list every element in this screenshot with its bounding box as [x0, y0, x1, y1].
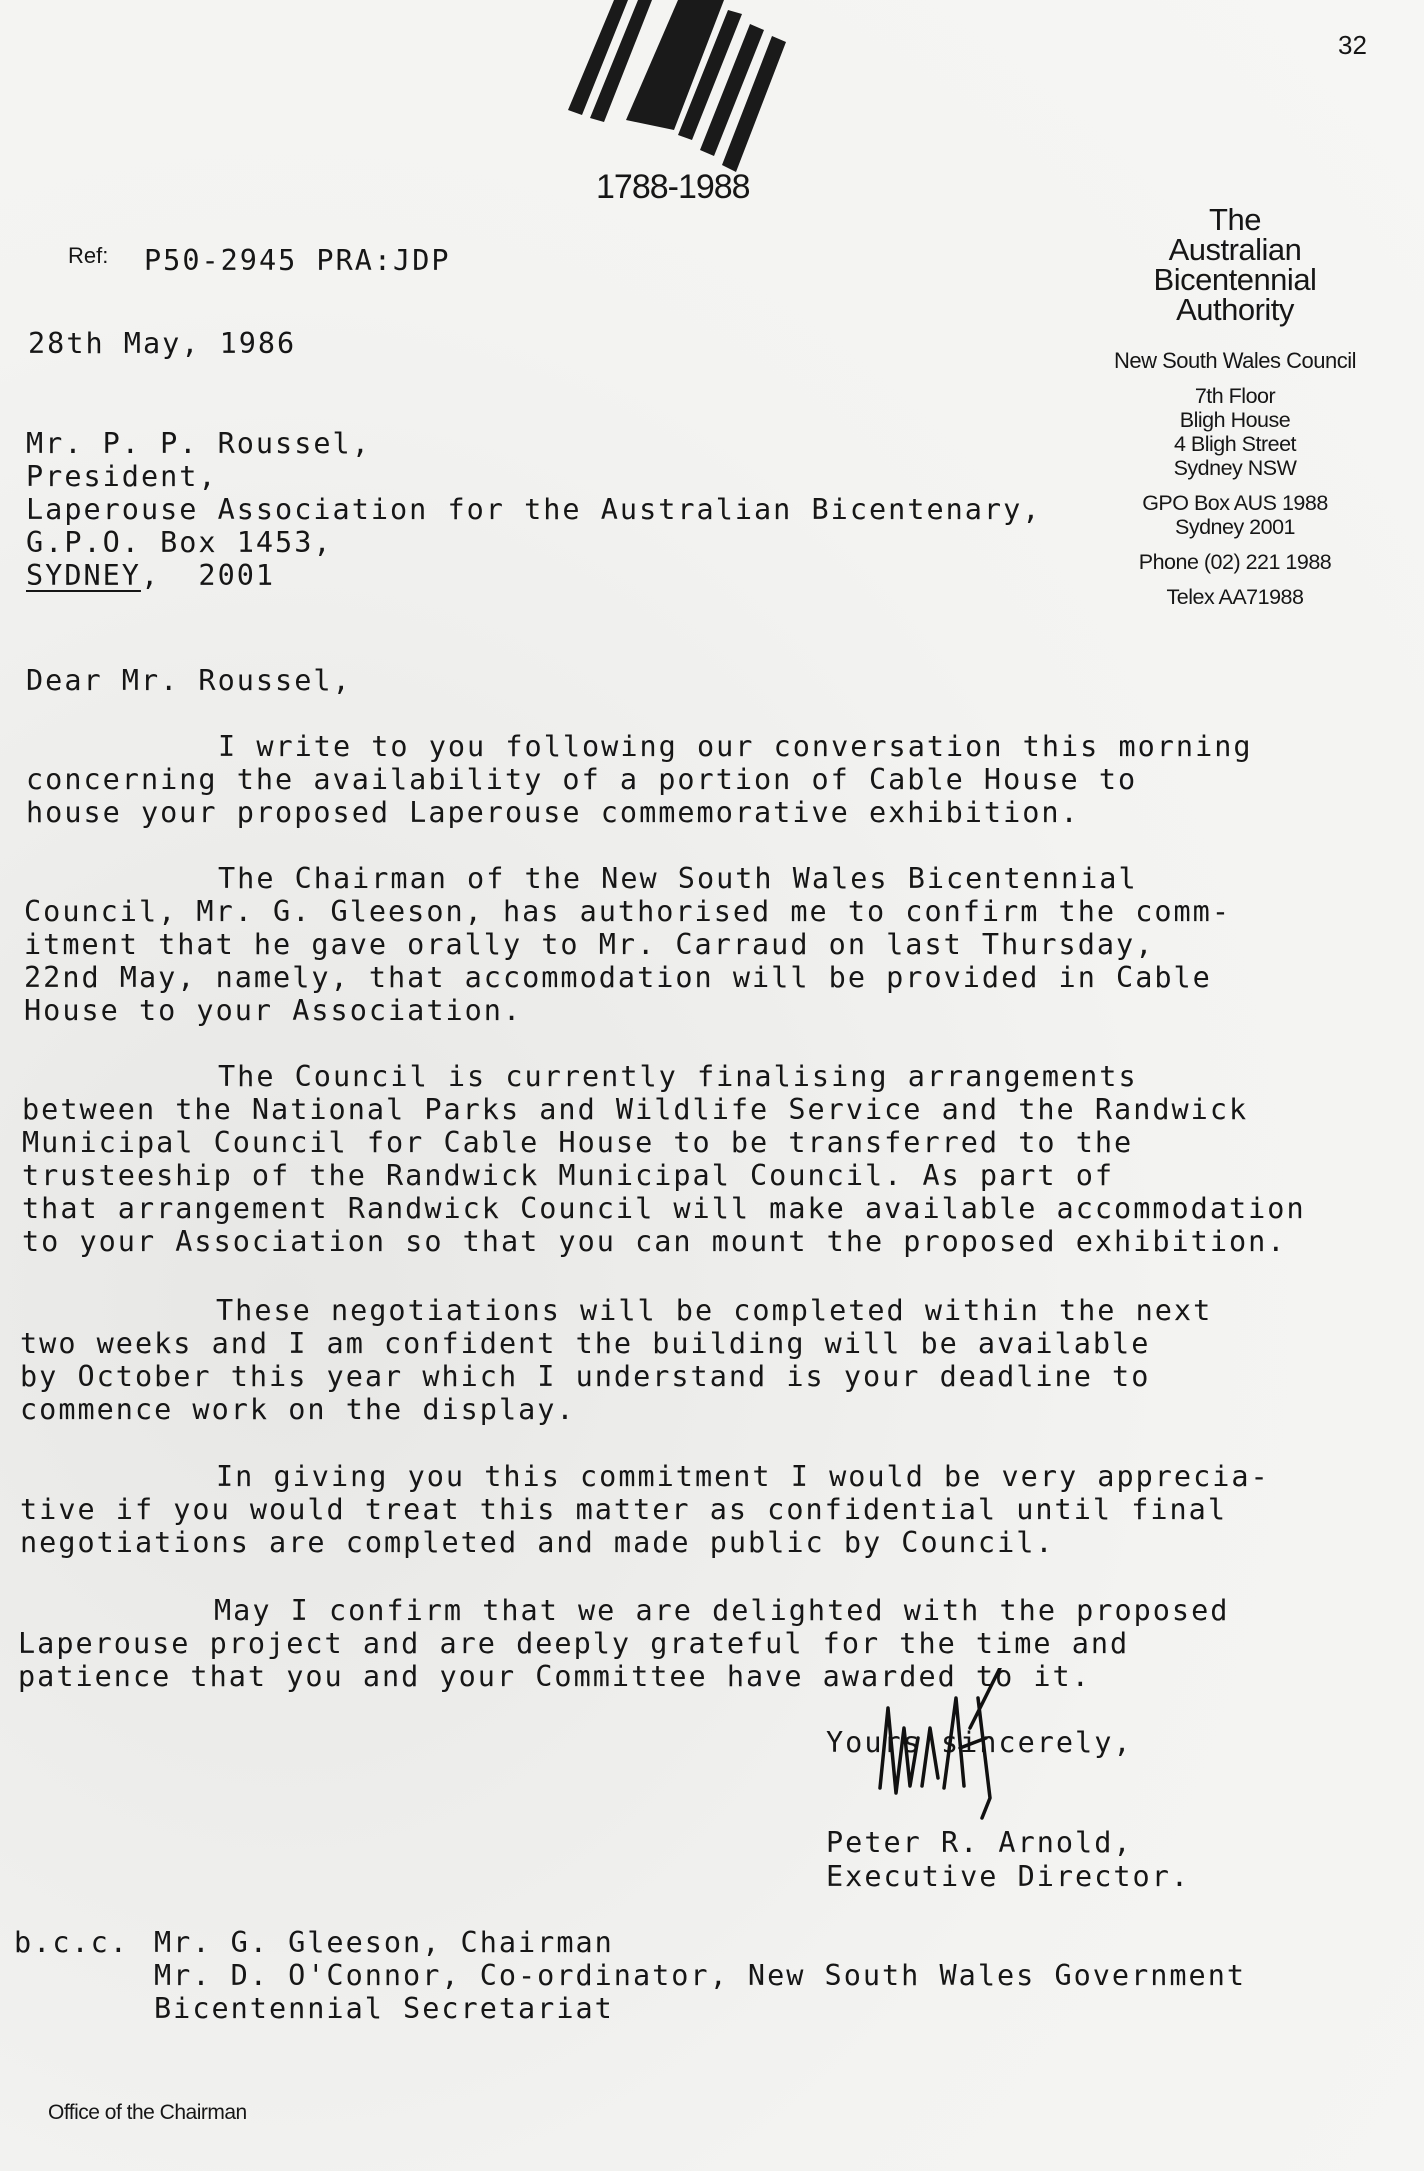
- paragraph-line: tive if you would treat this matter as confidential until final: [20, 1493, 1227, 1526]
- body-paragraph: [20, 1294, 1212, 1426]
- paragraph-line: by October this year which I understand is your deadline to: [20, 1360, 1151, 1393]
- recipient-line: G.P.O. Box 1453,: [26, 526, 333, 559]
- body-paragraph: [18, 1594, 1229, 1693]
- handwritten-signature: [860, 1668, 1010, 1828]
- bicentennial-ribbon-logo: [528, 0, 798, 180]
- council-name: New South Wales Council: [1113, 348, 1356, 373]
- authority-line: Bicentennial: [1153, 262, 1317, 297]
- signer-block: [826, 1826, 1190, 1894]
- authority-name: [1110, 202, 1360, 327]
- recipient-address: [26, 427, 1041, 592]
- recipient-city-line: [26, 559, 1041, 592]
- body-paragraph: [24, 862, 1231, 1027]
- paragraph-line: Municipal Council for Cable House to be transferred to the: [22, 1126, 1134, 1159]
- bcc-first-line: [14, 1926, 1246, 1959]
- paragraph-line: 22nd May, namely, that accommodation will be provided in Cable: [24, 961, 1212, 994]
- address-line: Bligh House: [1179, 408, 1291, 432]
- gpo-line: Sydney 2001: [1174, 515, 1295, 539]
- body-paragraph: [22, 1060, 1306, 1258]
- footer-office: Office of the Chairman: [48, 2101, 247, 2124]
- body-paragraph: [26, 730, 1253, 829]
- paragraph-line: These negotiations will be completed within the next: [216, 1294, 1213, 1327]
- closing: Yours sincerely,: [826, 1726, 1133, 1759]
- paragraph-line: Laperouse project and are deeply grateful for the time and: [18, 1627, 1130, 1660]
- ref-value: P50-2945 PRA:JDP: [144, 244, 451, 277]
- paragraph-line: trusteeship of the Randwick Municipal Council. As part of: [22, 1159, 1115, 1192]
- address-line: 7th Floor: [1194, 384, 1276, 408]
- authority-contact: [1080, 384, 1390, 609]
- paragraph-line: between the National Parks and Wildlife Service and the Randwick: [22, 1093, 1249, 1126]
- address-line: Sydney NSW: [1173, 456, 1297, 480]
- paragraph-line: May I confirm that we are delighted with the proposed: [214, 1594, 1230, 1627]
- address-line: 4 Bligh Street: [1173, 432, 1297, 456]
- paragraph-line: In giving you this commitment I would be very apprecia-: [216, 1460, 1270, 1493]
- bcc-block: [14, 1926, 1246, 2025]
- paragraph-line: The Council is currently finalising arrangements: [218, 1060, 1138, 1093]
- bcc-line: Mr. G. Gleeson, Chairman: [154, 1926, 614, 1959]
- salutation: Dear Mr. Roussel,: [26, 664, 352, 697]
- authority-line: Australian: [1168, 232, 1302, 267]
- bcc-label: b.c.c.: [14, 1926, 129, 1959]
- paragraph-line: two weeks and I am confident the building will be available: [20, 1327, 1151, 1360]
- paragraph-line: commence work on the display.: [20, 1393, 576, 1426]
- signer-title: Executive Director.: [826, 1860, 1191, 1893]
- authority-line: Authority: [1176, 292, 1294, 327]
- bcc-line: Mr. D. O'Connor, Co-ordinator, New South Wales Government: [154, 1959, 1247, 1992]
- recipient-line: Mr. P. P. Roussel,: [26, 427, 371, 460]
- paragraph-line: The Chairman of the New South Wales Bicentennial: [218, 862, 1138, 895]
- phone-line: Phone (02) 221 1988: [1138, 550, 1332, 574]
- paragraph-line: House to your Association.: [24, 994, 523, 1027]
- paragraph-line: concerning the availability of a portion of Cable House to: [26, 763, 1138, 796]
- signer-name: Peter R. Arnold,: [826, 1826, 1133, 1859]
- paragraph-line: to your Association so that you can mount the proposed exhibition.: [22, 1225, 1287, 1258]
- authority-line: The: [1209, 202, 1261, 237]
- recipient-line: Laperouse Association for the Australian Bicentenary,: [26, 493, 1042, 526]
- paragraph-line: house your proposed Laperouse commemorative exhibition.: [26, 796, 1080, 829]
- paragraph-line: Council, Mr. G. Gleeson, has authorised me to confirm the comm-: [24, 895, 1231, 928]
- paragraph-line: patience that you and your Committee have awarded to it.: [18, 1660, 1091, 1693]
- recipient-city: SYDNEY: [26, 559, 141, 592]
- body-paragraph: [20, 1460, 1270, 1559]
- paragraph-line: itment that he gave orally to Mr. Carraud on last Thursday,: [24, 928, 1155, 961]
- paragraph-line: I write to you following our conversation this morning: [218, 730, 1253, 763]
- logo-years: 1788-1988: [596, 168, 750, 206]
- recipient-line: President,: [26, 460, 218, 493]
- paragraph-line: that arrangement Randwick Council will make available accommodation: [22, 1192, 1306, 1225]
- telex-line: Telex AA71988: [1166, 585, 1304, 609]
- bcc-line: Bicentennial Secretariat: [154, 1992, 614, 2025]
- ref-label: Ref:: [68, 243, 109, 268]
- page-number: 32: [1338, 30, 1367, 60]
- paragraph-line: negotiations are completed and made public by Council.: [20, 1526, 1055, 1559]
- gpo-line: GPO Box AUS 1988: [1142, 491, 1328, 515]
- recipient-postcode: , 2001: [140, 559, 276, 592]
- letter-date: 28th May, 1986: [28, 327, 297, 360]
